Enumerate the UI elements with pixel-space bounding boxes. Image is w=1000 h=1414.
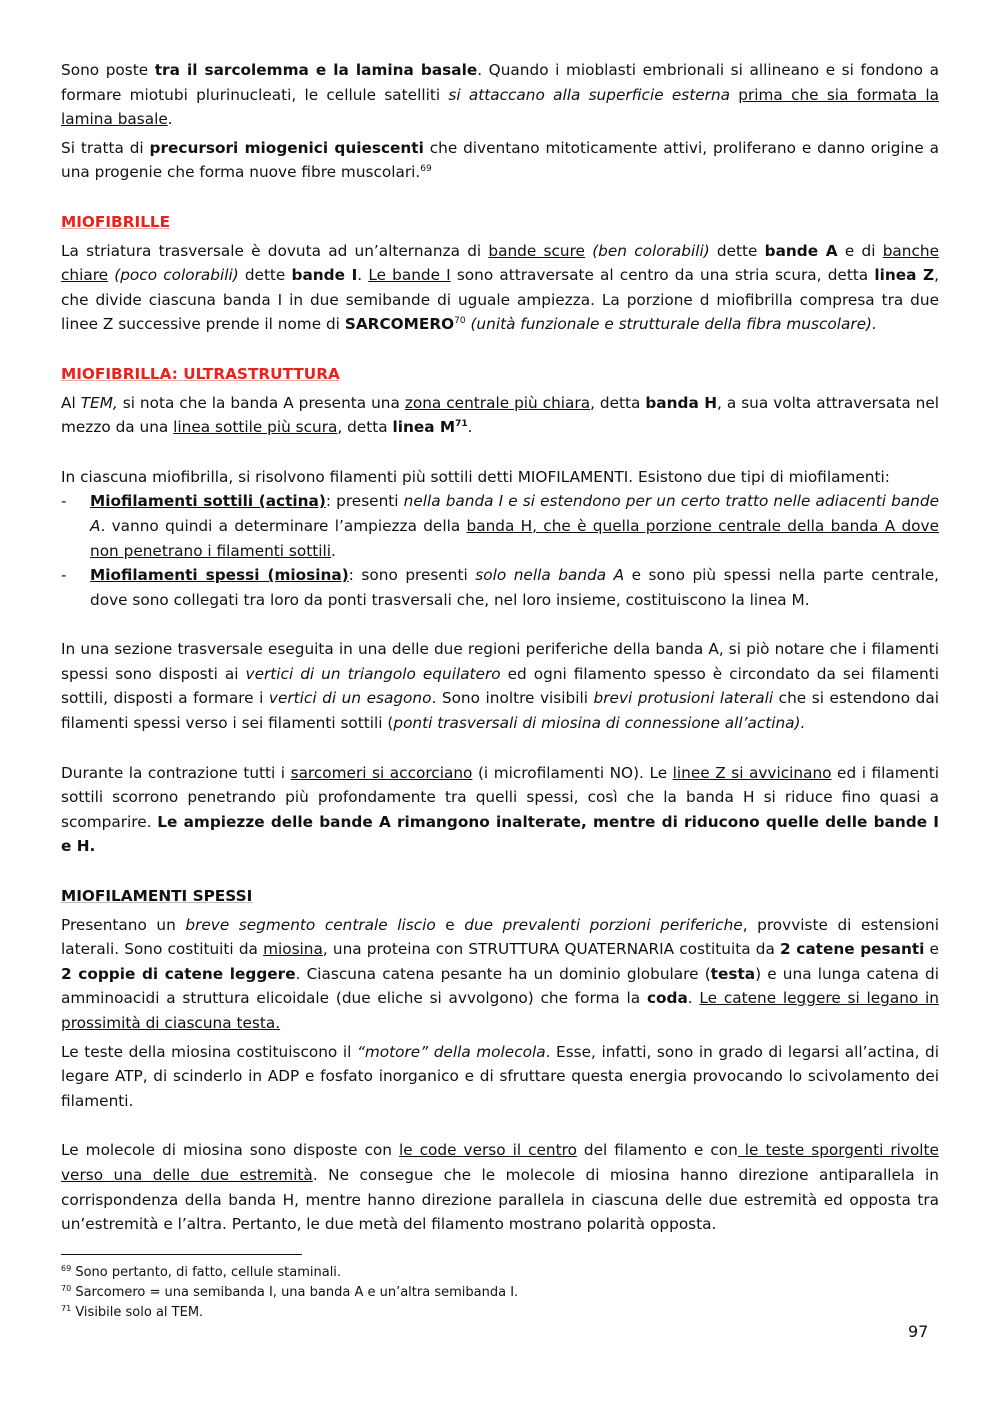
text: , a sua volta attraversata nel mezzo da una — [61, 393, 940, 437]
text: . Ne consegue che le molecole di miosina hanno direzione antiparallela in corrispondenza della banda H, mentre hanno direzione parallela in ciascuna delle due estremità ed opposta tra un’estremità e l’altra. Pertanto, le due metà del filamento mostrano polarità opposta. — [61, 1165, 939, 1234]
bold-text: Miofilamenti sottili (actina) — [90, 492, 326, 511]
paragraph-satellite-position — [61, 58, 939, 132]
text: si nota che la banda A presenta una — [117, 393, 405, 412]
paragraph-struttura-miosina — [61, 913, 939, 1036]
underlined-text: banche chiare — [61, 241, 939, 285]
text: : presenti — [325, 492, 404, 511]
text: : sono presenti — [348, 566, 476, 585]
text: e di — [837, 241, 883, 260]
underlined-text: prima che sia formata la lamina basale — [61, 85, 939, 129]
italic-text: ponti trasversali di miosina di connessione all’actina). — [393, 714, 806, 733]
underlined-text: linee Z si avvicinano — [672, 763, 832, 782]
text: . — [357, 266, 369, 285]
text: e sono più spessi nella parte centrale, dove sono collegati tra loro da ponti trasversali che, nel loro insieme, costituiscono la linea M. — [90, 566, 939, 609]
bold-text: linea M — [392, 418, 456, 437]
underlined-text: zona centrale più chiara — [404, 393, 591, 412]
italic-text: solo nella banda A — [475, 566, 625, 585]
text: In una sezione trasversale eseguita in una delle due regioni periferiche della banda A, si piò notare che i filamenti spessi sono disposti ai — [61, 640, 939, 683]
text: Sono poste — [61, 61, 155, 79]
underlined-text: Le catene leggere si legano in prossimità di ciascuna testa. — [61, 989, 939, 1032]
text: Si tratta di — [61, 138, 150, 157]
underlined-text: Le bande I — [368, 266, 451, 285]
italic-text: due prevalenti porzioni periferiche — [464, 915, 743, 934]
page-number: 97 — [908, 1322, 929, 1341]
italic-text: (ben colorabili) — [592, 241, 710, 260]
bold-text: Le ampiezze delle bande A rimangono inalterate, mentre di riducono quelle delle bande I e H. — [61, 812, 939, 856]
text: ed i filamenti sottili scorrono penetrando più profondamente tra quelli spessi, così che la banda H si riduce fino quasi a scomparire. — [61, 763, 940, 831]
heading-miofibrille: MIOFIBRILLE — [61, 212, 171, 231]
paragraph-disposizione-miosina — [61, 1138, 939, 1236]
text: e — [435, 915, 465, 934]
footnote-text: Sono pertanto, di fatto, cellule staminali. — [75, 1265, 342, 1280]
italic-text: vertici di un esagono — [268, 689, 432, 708]
text: ed ogni filamento spesso è circondato da sei filamenti sottili, disposti a formare i — [61, 664, 939, 708]
italic-text: TEM, — [80, 393, 118, 412]
paragraph-sezione-trasversale — [61, 637, 939, 735]
italic-text: nella banda I e si estendono per un certo tratto nelle adiacenti bande A — [90, 492, 940, 535]
footnote-71 — [61, 1304, 203, 1322]
bold-text: coda — [646, 989, 688, 1008]
bold-text: testa — [710, 964, 756, 983]
underlined-text: le teste sporgenti rivolte verso una delle due estremità — [61, 1141, 939, 1184]
footnote-number: 71 — [61, 1304, 72, 1313]
paragraph-miofilamenti-intro: In ciascuna miofibrilla, si risolvono filamenti più sottili detti MIOFILAMENTI. Esistono due tipi di miofilamenti: — [61, 467, 890, 486]
text: Le molecole di miosina sono disposte con — [61, 1141, 399, 1160]
text: , detta — [337, 418, 393, 437]
text: . Sono inoltre visibili — [431, 689, 594, 708]
bold-text: precursori miogenici quiescenti — [149, 138, 424, 157]
text: Durante la contrazione tutti i — [61, 763, 291, 782]
paragraph-myogenic-precursors — [61, 136, 939, 185]
text: . Esse, infatti, sono in grado di legarsi all’actina, di legare ATP, di scinderlo in ADP e fosfato inorganico e di sfruttare questa energia provocando lo scivolamento dei filamenti. — [61, 1042, 939, 1110]
bold-text: bande A — [764, 241, 838, 260]
underlined-text: banda H, che è quella porzione centrale della banda A dove non penetrano i filamenti sottili — [90, 516, 939, 560]
footnote-70 — [61, 1284, 518, 1302]
bold-text: 2 coppie di catene leggere — [61, 964, 296, 983]
bold-text: linea Z — [874, 266, 935, 285]
text: . Quando i mioblasti embrionali si allineano e si fondono a formare miotubi plurinucleati, le cellule satelliti — [61, 61, 939, 104]
text: . — [167, 110, 173, 129]
paragraph-teste-miosina — [61, 1040, 939, 1114]
footnote-number: 69 — [61, 1264, 72, 1273]
italic-text: (poco colorabili) — [114, 266, 239, 285]
text: La striatura trasversale è dovuta ad un’alternanza di — [61, 241, 489, 260]
text: Al — [61, 393, 81, 412]
bold-text: tra il sarcolemma e la lamina basale — [154, 61, 478, 79]
text: , una proteina con STRUTTURA QUATERNARIA costituita da — [322, 940, 780, 959]
footnote-ref[interactable]: 69 — [420, 164, 432, 175]
heading-ultrastruttura: MIOFIBRILLA: ULTRASTRUTTURA — [61, 364, 340, 383]
text: e — [924, 940, 939, 959]
text: Le teste della miosina costituiscono il — [61, 1042, 357, 1061]
list-item-actina — [61, 489, 939, 563]
footnote-text: Visibile solo al TEM. — [75, 1305, 204, 1320]
text: . vanno quindi a determinare l’ampiezza della — [100, 516, 467, 535]
text: , che divide ciascuna banda I in due semibande di uguale ampiezza. La porzione d miofibrilla compresa tra due linee Z successive prende il nome di — [61, 266, 939, 334]
text: che si estendono dai filamenti spessi verso i sei filamenti sottili ( — [61, 689, 939, 733]
bold-text: Miofilamenti spessi (miosina) — [90, 566, 349, 585]
footnote-ref[interactable]: 71 — [455, 419, 468, 430]
miofilamenti-list — [61, 489, 939, 612]
italic-text: (unità funzionale e strutturale della fibra muscolare). — [470, 315, 877, 334]
italic-text: brevi protusioni laterali — [593, 689, 774, 708]
footnote-divider — [61, 1254, 302, 1255]
text: , detta — [590, 393, 646, 412]
text: sono attraversate al centro da una stria scura, detta — [450, 266, 875, 285]
footnote-ref[interactable]: 70 — [454, 316, 466, 327]
text: . — [467, 418, 473, 437]
text: . — [687, 989, 700, 1008]
bold-text: bande I — [291, 266, 358, 285]
paragraph-contrazione — [61, 761, 939, 859]
bold-text: 2 catene pesanti — [779, 940, 925, 959]
page-body — [61, 58, 939, 1237]
text: dette — [238, 266, 292, 285]
underlined-text: le code verso il centro — [398, 1141, 577, 1160]
bold-text: banda H — [645, 393, 718, 412]
italic-text: si attaccano alla superficie esterna — [448, 85, 731, 104]
underlined-text: miosina — [263, 940, 323, 959]
text: . Ciascuna catena pesante ha un dominio globulare ( — [295, 964, 711, 983]
text: . — [330, 541, 336, 560]
text: del filamento e con — [576, 1141, 738, 1160]
italic-text: vertici di un triangolo equilatero — [245, 664, 501, 683]
paragraph-miofibrille — [61, 239, 939, 337]
heading-miofilamenti-spessi: MIOFILAMENTI SPESSI — [61, 887, 253, 906]
underlined-text: linea sottile più scura — [173, 418, 338, 437]
text: , provviste di estensioni laterali. Sono costituiti da — [61, 915, 939, 959]
footnote-69 — [61, 1264, 341, 1282]
text: Presentano un — [61, 915, 186, 934]
underlined-text: sarcomeri si accorciano — [290, 763, 473, 782]
footnote-number: 70 — [61, 1284, 72, 1293]
italic-text: “motore” della molecola — [356, 1042, 546, 1061]
text: dette — [709, 241, 765, 260]
bold-text: SARCOMERO — [344, 315, 455, 334]
text: che diventano mitoticamente attivi, proliferano e danno origine a una progenie che forma nuove fibre muscolari. — [61, 138, 939, 182]
footnote-text: Sarcomero = una semibanda I, una banda A e un’altra semibanda I. — [75, 1285, 519, 1300]
paragraph-ultrastruttura — [61, 391, 939, 440]
italic-text: breve segmento centrale liscio — [185, 915, 436, 934]
text: ) e una lunga catena di amminoacidi a struttura elicoidale (due eliche si avvolgono) che forma la — [61, 964, 939, 1008]
underlined-text: bande scure — [488, 241, 585, 260]
list-item-miosina — [61, 563, 939, 612]
text: (i microfilamenti NO). Le — [472, 763, 673, 782]
